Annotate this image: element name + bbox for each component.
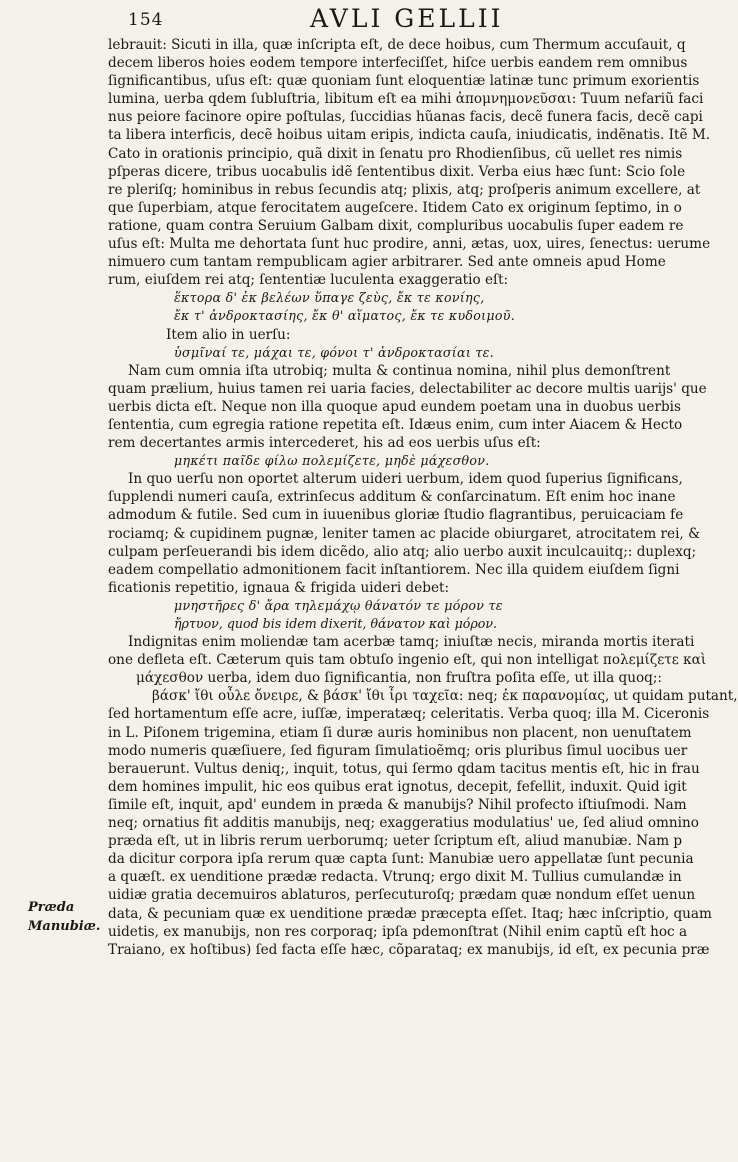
text-line: ſupplendi numeri cauſa, extrinſecus additum & conſarcinatum. Eſt enim hoc inane: [108, 489, 676, 506]
text-line: Indignitas enim moliendæ tam acerbæ tamq; iniuſtæ necis, miranda mortis iterati: [128, 634, 695, 651]
greek-verse-line: ἔκ τ' ἀνδροκτασίης, ἔκ θ' αἵματος, ἔκ τε κυδοιμοῦ.: [174, 308, 516, 324]
text-line: ſignificantibus, uſus eſt: quæ quoniam ſunt eloquentiæ latinæ tunc primum exorientis: [108, 73, 700, 90]
text-line: pſperas dicere, tribus uocabulis idẽ ſententibus dixit. Verba eius hæc ſunt: Scio ſole: [108, 163, 686, 180]
text-line: In quo uerſu non oportet alterum uideri uerbum, idem quod ſuperius ſignificans,: [128, 471, 683, 488]
text-line: ſimile eſt, inquit, apd' eundem in præda & manubijs? Nihil profecto iſtiuſmodi. Nam: [108, 796, 687, 813]
text-line: quam prælium, huius tamen rei uaria facies, delectabiliter ac decore multis uarijs' que: [108, 380, 707, 397]
greek-verse-line: ἕκτορα δ' ἐκ βελέων ὕπαγε ζεὺς, ἔκ τε κονίης,: [174, 290, 485, 306]
text-line: ta libera interficis, decẽ hoibus uitam eripis, indicta cauſa, iniudicatis, indẽnatis. Itẽ M.: [108, 127, 711, 144]
text-line: lebrauit: Sicuti in illa, quæ inſcripta eſt, de dece hoibus, cum Thermum accuſauit, q: [108, 37, 686, 53]
text-line: præda eſt, ut in libris rerum uerborumq; ueter ſcriptum eſt, aliud manubiæ. Nam p: [108, 833, 683, 850]
margin-note-praeda: Præda: [28, 900, 75, 915]
text-line: in L. Piſonem trigemina, etiam ſi duræ auris hominibus non placent, non uenuſtatem: [108, 724, 692, 741]
text-line: neq; ornatius fit additis manubijs, neq; exaggeratius modulatius' ue, ſed aliud omnino: [108, 815, 699, 832]
text-line: dem homines impulit, hic eos quibus erat ignotus, decepit, fefellit, induxit. Quid igit: [108, 778, 687, 795]
running-title: AVLI GELLII: [310, 4, 504, 33]
text-line: uerbis dicta eſt. Neque non illa quoque apud eundem poetam una in duobus uerbis: [108, 398, 681, 415]
greek-verse-line: ὑσμῖναί τε, μάχαι τε, φόνοι τ' ἀνδροκτασίαι τε.: [174, 344, 494, 360]
text-line: ficationis repetitio, ignaua & frigida uideri debet:: [108, 579, 450, 596]
page-number: 154: [128, 10, 164, 30]
text-line: modo numeris quæſiuere, ſed figuram ſimulatioẽmq; oris pluribus ſimul uocibus uer: [108, 742, 688, 759]
text-line: Traiano, ex hoſtibus) ſed facta eſſe hæc, cõparataq; ex manubijs, id eſt, ex pecunia præ: [108, 941, 710, 958]
text-line: a quæſt. ex uenditione prædæ redacta. Vtrunq; ergo dixit M. Tullius cumulandæ in: [108, 869, 682, 886]
text-line: Nam cum omnia iſta utrobiq; multa & continua nomina, nihil plus demonſtrent: [128, 362, 671, 379]
text-line: ratione, quam contra Seruium Galbam dixit, compluribus uocabulis ſuper eadem re: [108, 217, 684, 234]
text-line: nimuero cum tantam rempublicam agier arbitrarer. Sed ante omneis apud Home: [108, 254, 666, 271]
text-line: ſed hortamentum eſſe acre, iuſſæ, imperatæq; celeritatis. Verba quoq; illa M. Ciceronis: [108, 706, 710, 723]
text-line: [108, 959, 654, 977]
text-line: re pleriſq; hominibus in rebus ſecundis atq; plixis, atq; proſperis animum excellere, at: [108, 181, 701, 198]
text-line: nus peiore facinore opire poſtulas, ſuccidias hũanas facis, decẽ funera facis, decẽ capi: [108, 109, 703, 126]
text-line: uidiæ gratia decemuiros ablaturos, perſecuturoſq; prædam quæ nondum eſſet uenun: [108, 887, 696, 904]
text-line: eadem compellatio admonitionem facit inſtantiorem. Nec illa quidem eiuſdem ſigni: [108, 561, 680, 578]
text-line: que ſuperbiam, atque ferocitatem augeſcere. Itidem Cato ex originum ſeptimo, in o: [108, 199, 682, 216]
text-line: uidetis, ex manubijs, non res corporaq; ipſa pdemonſtrat (Nihil enim captũ eſt hoc a: [108, 923, 688, 940]
text-line: rem decertantes armis intercederet, his ad eos uerbis uſus eſt:: [108, 435, 541, 452]
text-line: decem liberos hoies eodem tempore interfeciſſet, hiſce uerbis eandem rem omnibus: [108, 55, 688, 72]
main-text: [108, 36, 738, 977]
text-line: rociamq; & cupidinem pugnæ, leniter tamen ac placide obiurgaret, atrocitatem rei, &: [108, 525, 701, 542]
text-line: uſus eſt: Multa me dehortata ſunt huc prodire, anni, ætas, uox, uires, ſenectus: uerume: [108, 236, 711, 253]
text-line: rum, eiuſdem rei atq; ſententiæ luculenta exaggeratio eſt:: [108, 272, 509, 289]
text-line: Item alio in uerſu:: [166, 326, 291, 343]
margin-note-manubiae: Manubiæ.: [28, 919, 101, 934]
text-line: Cato in orationis principio, quã dixit in ſenatu pro Rhodienſibus, cũ uellet res nimis: [108, 145, 683, 162]
greek-verse-line: μηκέτι παῖδε φίλω πολεμίζετε, μηδὲ μάχεσθον.: [174, 453, 490, 469]
text-line: admodum & futile. Sed cum in iuuenibus gloriæ ſtudio flagrantibus, peruicaciam fe: [108, 507, 684, 524]
page-header: [0, 4, 700, 34]
text-line: culpam perſeuerandi bis idem dicẽdo, alio atq; alio uerbo auxit inculcauitq;: duplexq;: [108, 543, 697, 560]
text-line: ſententia, cum egregia ratione repetita eſt. Idæus enim, cum inter Aiacem & Hecto: [108, 416, 683, 433]
text-line: one defleta eſt. Cæterum quis tam obtuſo ingenio eſt, qui non intelligat πολεμίζετε καὶ: [108, 652, 707, 669]
text-line: da dicitur corpora ipſa rerum quæ capta ſunt: Manubiæ uero appellatæ ſunt pecunia: [108, 851, 694, 868]
greek-verse-line: μνηστῆρες δ' ἄρα τηλεμάχῳ θάνατόν τε μόρον τε: [174, 597, 503, 613]
text-line: data, & pecuniam quæ ex uenditione prædæ præcepta eſſet. Itaq; hæc inſcriptio, quam: [108, 905, 712, 922]
text-line: lumina, uerba qdem ſubluſtria, libitum eſt ea mihi ἀπομνημονεῦσαι: Tuum nefariũ faci: [108, 91, 704, 108]
text-line: βάσκ' ἴθι οὖλε ὄνειρε, & βάσκ' ἴθι ἶρι ταχεῖα: neq; ἐκ παρανομίας, ut quidam putant,: [152, 688, 738, 705]
text-line: ἤρτυον, quod bis idem dixerit, θάνατον καὶ μόρον.: [174, 616, 498, 631]
text-line: berauerunt. Vultus deniq;, inquit, totus, qui ſermo qdam tacitus mentis eſt, hic in frau: [108, 760, 700, 777]
text-line: μάχεσθον uerba, idem duo ſignificantia, non fruſtra poſita eſſe, ut illa quoq;:: [136, 670, 662, 687]
